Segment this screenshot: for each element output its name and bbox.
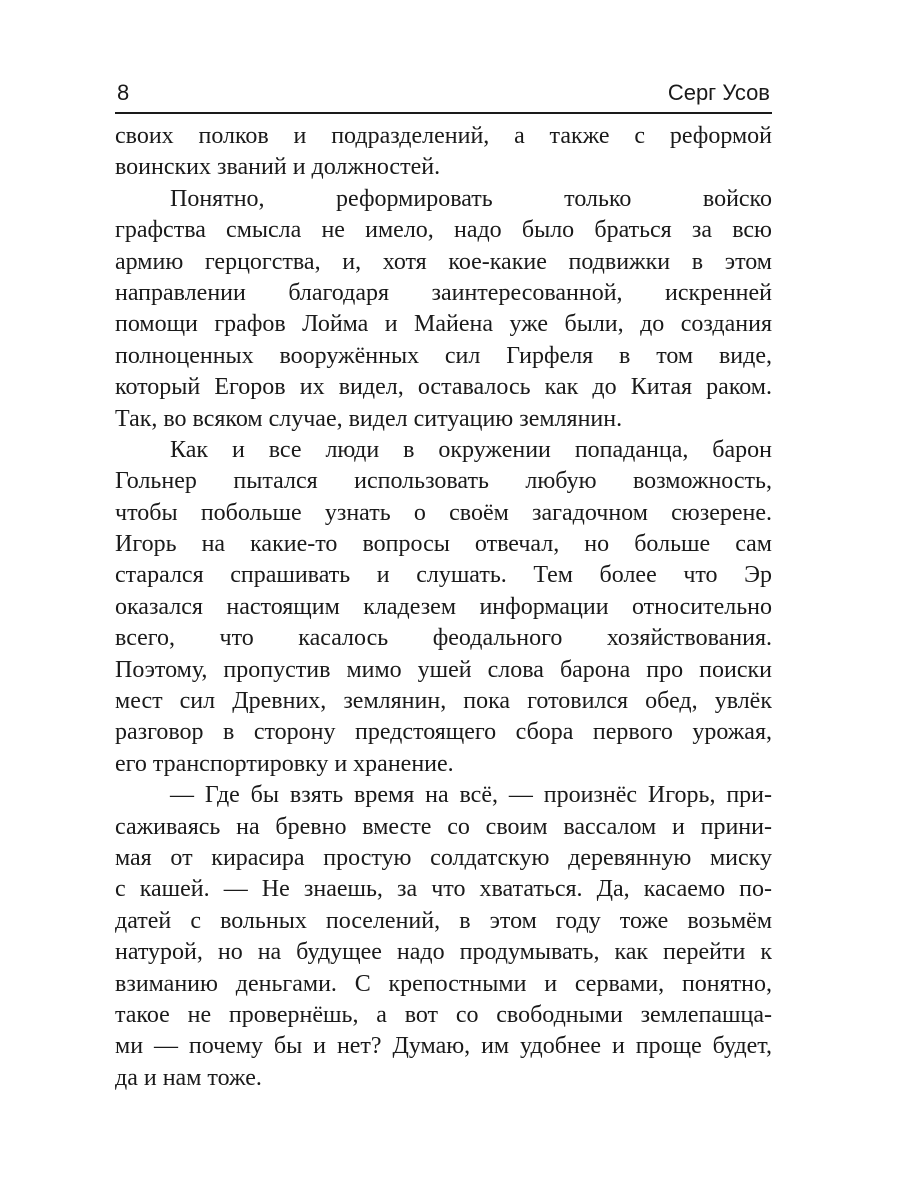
text-line: ми — почему бы и нет? Думаю, им удобнее и проще будет, xyxy=(115,1033,772,1060)
text-line: помощи графов Лойма и Майена уже были, до создания xyxy=(115,311,772,338)
text-line: взиманию деньгами. С крепостными и сервами, понятно, xyxy=(115,970,772,997)
text-line: направлении благодаря заинтересованной, искренней xyxy=(115,279,772,306)
text-line: всего, что касалось феодального хозяйствования. xyxy=(115,625,772,652)
text-line: да и нам тоже. xyxy=(115,1064,262,1091)
text-line: — Где бы взять время на всё, — произнёс Игорь, при- xyxy=(170,782,772,809)
text-line: с кашей. — Не знаешь, за что хвататься. Да, касаемо по- xyxy=(115,876,772,903)
book-text xyxy=(115,121,772,1094)
text-line: такое не провернёшь, а вот со свободными землепашца- xyxy=(115,1001,772,1028)
text-line: разговор в сторону предстоящего сбора первого урожая, xyxy=(115,719,772,746)
text-line: натурой, но на будущее надо продумывать, как перейти к xyxy=(115,939,772,966)
text-line: его транспортировку и хранение. xyxy=(115,750,454,777)
text-line: Как и все люди в окружении попаданца, барон xyxy=(170,436,772,463)
text-line: Понятно, реформировать только войско xyxy=(170,185,772,212)
text-line: датей с вольных поселений, в этом году тоже возьмём xyxy=(115,907,772,934)
text-line: который Егоров их видел, оставалось как до Китая раком. xyxy=(115,374,772,401)
text-line: графства смысла не имело, надо было браться за всю xyxy=(115,217,772,244)
text-line: Поэтому, пропустив мимо ушей слова барона про поиски xyxy=(115,656,772,683)
text-line: оказался настоящим кладезем информации относительно xyxy=(115,593,772,620)
text-line: мест сил Древних, землянин, пока готовился обед, увлёк xyxy=(115,688,772,715)
page-number: 8 xyxy=(117,80,130,105)
text-line: Гольнер пытался использовать любую возможность, xyxy=(115,468,772,495)
text-line: чтобы побольше узнать о своём загадочном сюзерене. xyxy=(115,499,772,526)
text-line: полноценных вооружённых сил Гирфеля в том виде, xyxy=(115,342,772,369)
text-line: саживаясь на бревно вместе со своим вассалом и прини- xyxy=(115,813,772,840)
text-line: воинских званий и должностей. xyxy=(115,154,441,181)
text-line: армию герцогства, и, хотя кое-какие подвижки в этом xyxy=(115,248,772,275)
text-line: старался спрашивать и слушать. Тем более что Эр xyxy=(115,562,772,589)
text-line: Так, во всяком случае, видел ситуацию землянин. xyxy=(115,405,623,432)
text-line: мая от кирасира простую солдатскую деревянную миску xyxy=(115,844,772,871)
text-line: Игорь на какие-то вопросы отвечал, но больше сам xyxy=(115,531,772,558)
text-line: своих полков и подразделений, а также с реформой xyxy=(115,123,772,149)
running-title: Серг Усов xyxy=(667,80,770,105)
page-header xyxy=(115,76,772,114)
